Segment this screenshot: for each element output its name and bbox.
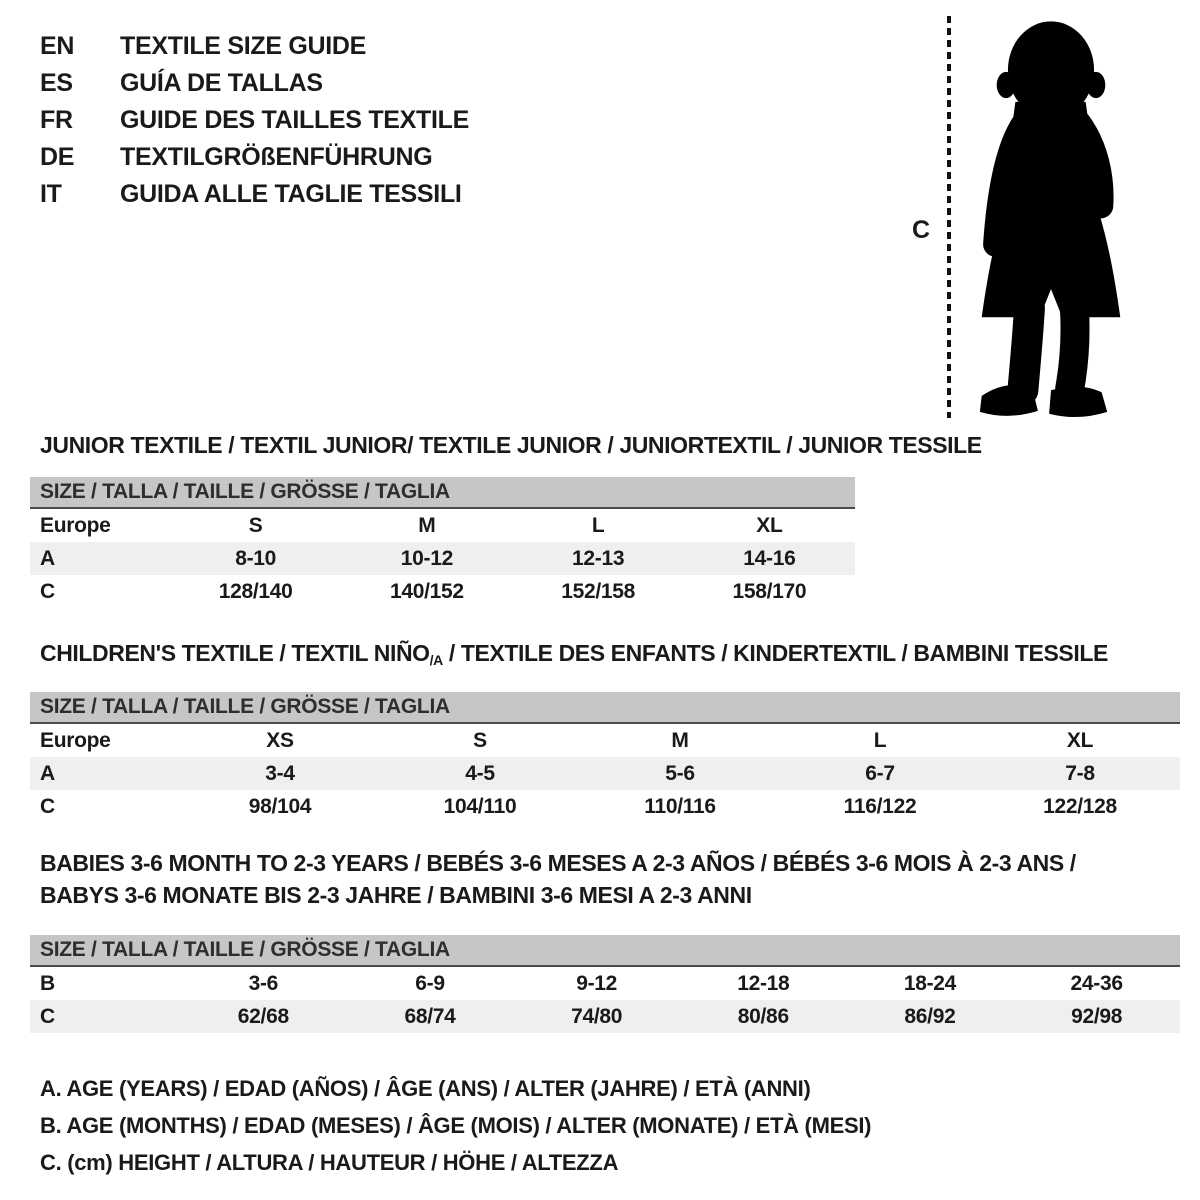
table-row xyxy=(30,575,855,608)
table-cell: 80/86 xyxy=(737,1004,789,1028)
language-title: GUIDE DES TAILLES TEXTILE xyxy=(120,106,470,134)
table-cell: XS xyxy=(266,728,294,752)
table-row xyxy=(30,1000,1180,1033)
table-row xyxy=(30,790,1180,823)
language-code: ES xyxy=(40,69,73,97)
table-cell: 12-13 xyxy=(572,546,625,570)
language-title: GUIDA ALLE TAGLIE TESSILI xyxy=(120,180,462,208)
table-cell: 6-7 xyxy=(865,761,895,785)
table-cell: S xyxy=(473,728,487,752)
table-cell: L xyxy=(873,728,887,752)
table-cell: 74/80 xyxy=(571,1004,623,1028)
babies-size-table xyxy=(30,967,1180,1033)
table-cell: 10-12 xyxy=(400,546,453,570)
row-label-cell: C xyxy=(40,1004,55,1028)
table-cell: 62/68 xyxy=(237,1004,289,1028)
table-cell: XL xyxy=(1066,728,1094,752)
table-cell: 92/98 xyxy=(1071,1004,1123,1028)
legend-notes xyxy=(40,1070,871,1181)
table-cell: 9-12 xyxy=(576,971,618,995)
row-label-cell: Europe xyxy=(40,513,111,537)
table-cell: 110/116 xyxy=(644,794,716,818)
language-code: DE xyxy=(40,143,75,171)
table-row xyxy=(30,967,1180,1000)
table-cell: 6-9 xyxy=(415,971,445,995)
table-cell: 8-10 xyxy=(235,546,277,570)
table-cell: 152/158 xyxy=(561,579,636,603)
children-title-text: / TEXTILE DES ENFANTS / KINDERTEXTIL / BAMBINI TESSILE xyxy=(442,640,1108,666)
row-label-cell: B xyxy=(40,971,55,995)
table-cell: 128/140 xyxy=(218,579,293,603)
table-cell: 24-36 xyxy=(1070,971,1123,995)
babies-size-header-bar: SIZE / TALLA / TAILLE / GRÖSSE / TAGLIA xyxy=(30,935,1180,967)
row-label-cell: C xyxy=(40,579,55,603)
children-section-title xyxy=(40,640,1180,674)
table-cell: 68/74 xyxy=(404,1004,456,1028)
height-measure-dashed-line xyxy=(947,16,951,418)
table-cell: 4-5 xyxy=(465,761,495,785)
children-title-subscript: /A xyxy=(429,652,443,668)
children-size-table xyxy=(30,724,1180,823)
table-cell: 14-16 xyxy=(743,546,796,570)
table-cell: L xyxy=(591,513,605,537)
row-label-cell: C xyxy=(40,794,55,818)
table-cell: 158/170 xyxy=(732,579,807,603)
table-cell: 104/110 xyxy=(443,794,517,818)
table-row xyxy=(30,724,1180,757)
language-code: IT xyxy=(40,180,62,208)
junior-section-title: JUNIOR TEXTILE / TEXTIL JUNIOR/ TEXTILE JUNIOR / JUNIORTEXTIL / JUNIOR TESSILE xyxy=(40,432,982,458)
table-cell: 98/104 xyxy=(248,794,312,818)
table-cell: M xyxy=(671,728,689,752)
babies-section-title-line1: BABIES 3-6 MONTH TO 2-3 YEARS / BEBÉS 3-6 MESES A 2-3 AÑOS / BÉBÉS 3-6 MOIS À 2-3 ANS / xyxy=(40,850,1076,876)
table-cell: 3-6 xyxy=(248,971,279,995)
table-cell: 140/152 xyxy=(389,579,464,603)
language-title: GUÍA DE TALLAS xyxy=(120,69,323,97)
height-measure-label: C xyxy=(912,216,931,244)
row-label-cell: Europe xyxy=(40,728,111,752)
children-size-header-bar: SIZE / TALLA / TAILLE / GRÖSSE / TAGLIA xyxy=(30,692,1180,724)
language-title: TEXTILGRÖßENFÜHRUNG xyxy=(120,143,433,171)
children-textile-section xyxy=(30,640,1180,823)
table-cell: 18-24 xyxy=(903,971,957,995)
table-row xyxy=(30,542,855,575)
table-cell: M xyxy=(418,513,436,537)
table-cell: XL xyxy=(756,513,783,537)
junior-textile-section xyxy=(30,432,982,608)
table-cell: 12-18 xyxy=(737,971,790,995)
table-cell: 86/92 xyxy=(904,1004,956,1028)
table-row xyxy=(30,757,1180,790)
row-label-cell: A xyxy=(40,546,55,570)
legend-note-a: A. AGE (YEARS) / EDAD (AÑOS) / ÂGE (ANS) / ALTER (JAHRE) / ETÀ (ANNI) xyxy=(40,1076,811,1101)
junior-size-table xyxy=(30,509,855,608)
babies-section-title-line2: BABYS 3-6 MONATE BIS 2-3 JAHRE / BAMBINI 3-6 MESI A 2-3 ANNI xyxy=(40,882,752,908)
language-code: FR xyxy=(40,106,73,134)
table-cell: 3-4 xyxy=(265,761,295,785)
table-cell: 5-6 xyxy=(665,761,695,785)
legend-note-c: C. (cm) HEIGHT / ALTURA / HAUTEUR / HÖHE / ALTEZZA xyxy=(40,1150,619,1175)
language-title-list xyxy=(40,28,469,213)
junior-size-header-bar: SIZE / TALLA / TAILLE / GRÖSSE / TAGLIA xyxy=(30,477,855,509)
table-cell: 7-8 xyxy=(1065,761,1095,785)
table-cell: 116/122 xyxy=(843,794,917,818)
toddler-silhouette-icon xyxy=(955,12,1147,424)
row-label-cell: A xyxy=(40,761,55,785)
language-code: EN xyxy=(40,32,75,60)
table-cell: 122/128 xyxy=(1043,794,1117,818)
babies-textile-section xyxy=(30,850,1180,1033)
language-title: TEXTILE SIZE GUIDE xyxy=(120,32,367,60)
children-title-text: CHILDREN'S TEXTILE / TEXTIL NIÑO xyxy=(40,640,430,666)
legend-note-b: B. AGE (MONTHS) / EDAD (MESES) / ÂGE (MOIS) / ALTER (MONATE) / ETÀ (MESI) xyxy=(40,1113,872,1138)
table-row xyxy=(30,509,855,542)
table-cell: S xyxy=(248,513,263,537)
